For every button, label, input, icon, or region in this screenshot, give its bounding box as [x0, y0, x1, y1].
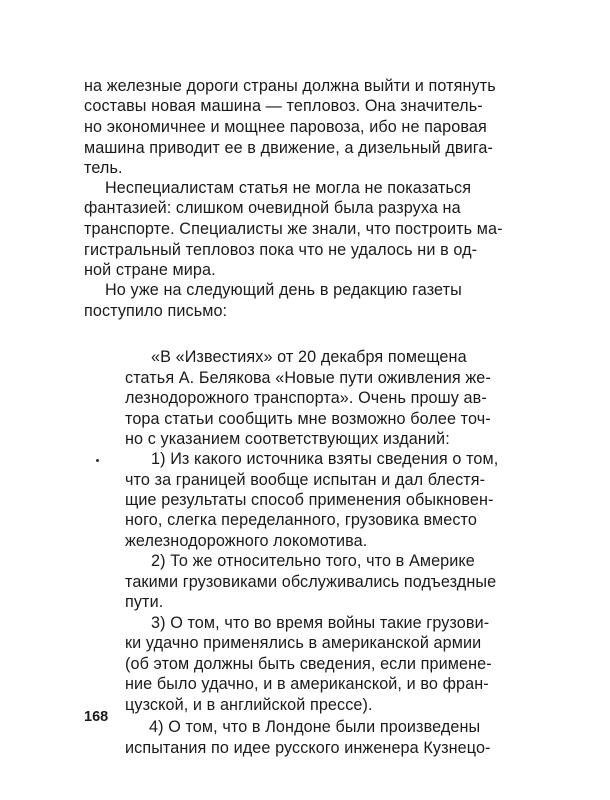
letter-line: тора статьи сообщить мне возможно более точ- [125, 410, 491, 428]
letter-line: 1) Из какого источника взяты сведения о том, [151, 450, 499, 468]
letter-line: испытания по идее русского инженера Кузнецо- [125, 739, 491, 757]
letter-line: ние было удачно, и в американской, и во фран- [125, 675, 489, 693]
letter-line: статья А. Белякова «Новые пути оживления же- [125, 369, 491, 387]
text-line: поступило письмо: [84, 302, 228, 320]
letter-line: ного, слегка переделанного, грузовика вместо [125, 511, 477, 529]
letter-line: такими грузовиками обслуживались подъездные [125, 573, 497, 591]
letter-line: пути. [125, 593, 164, 611]
letter-line: железнодорожного локомотива. [125, 532, 368, 550]
text-line: фантазией: слишком очевидной была разруха на [84, 199, 461, 217]
text-line: ной стране мира. [84, 261, 216, 279]
text-line: гистральный тепловоз пока что не удалось ни в од- [84, 241, 478, 259]
letter-line: «В «Известиях» от 20 декабря помещена [151, 348, 467, 366]
text-line: транспорте. Специалисты же знали, что построить ма- [84, 220, 503, 238]
letter-line: лезнодорожного транспорта». Очень прошу ав- [125, 389, 487, 407]
text-line: тель. [84, 159, 123, 177]
letter-line: 2) То же относительно того, что в Америке [151, 552, 475, 570]
ink-speck [96, 459, 99, 462]
letter-line: что за границей вообще испытан и дал блестя- [125, 471, 486, 489]
page-number: 168 [84, 709, 109, 725]
letter-line: цузской, и в английской прессе). [125, 696, 373, 714]
letter-line: но с указанием соответствующих изданий: [125, 430, 450, 448]
text-line: Но уже на следующий день в редакцию газеты [105, 281, 462, 299]
letter-line: 3) О том, что во время войны такие грузови- [151, 614, 490, 632]
text-line: составы новая машина — тепловоз. Она значитель- [84, 97, 483, 115]
text-line: но экономичнее и мощнее паровоза, ибо не паровая [84, 118, 487, 136]
letter-line: щие результаты способ применения обыкновен- [125, 491, 494, 509]
letter-line: ки удачно применялись в американской армии [125, 634, 482, 652]
letter-line: 4) О том, что в Лондоне были произведены [149, 718, 481, 736]
text-line: Неспециалистам статья не могла не показаться [105, 179, 472, 197]
text-line: машина приводит ее в движение, а дизельный двига- [84, 139, 493, 157]
text-line: на железные дороги страны должна выйти и потянуть [84, 77, 496, 95]
letter-line: (об этом должны быть сведения, если примене- [125, 655, 492, 673]
